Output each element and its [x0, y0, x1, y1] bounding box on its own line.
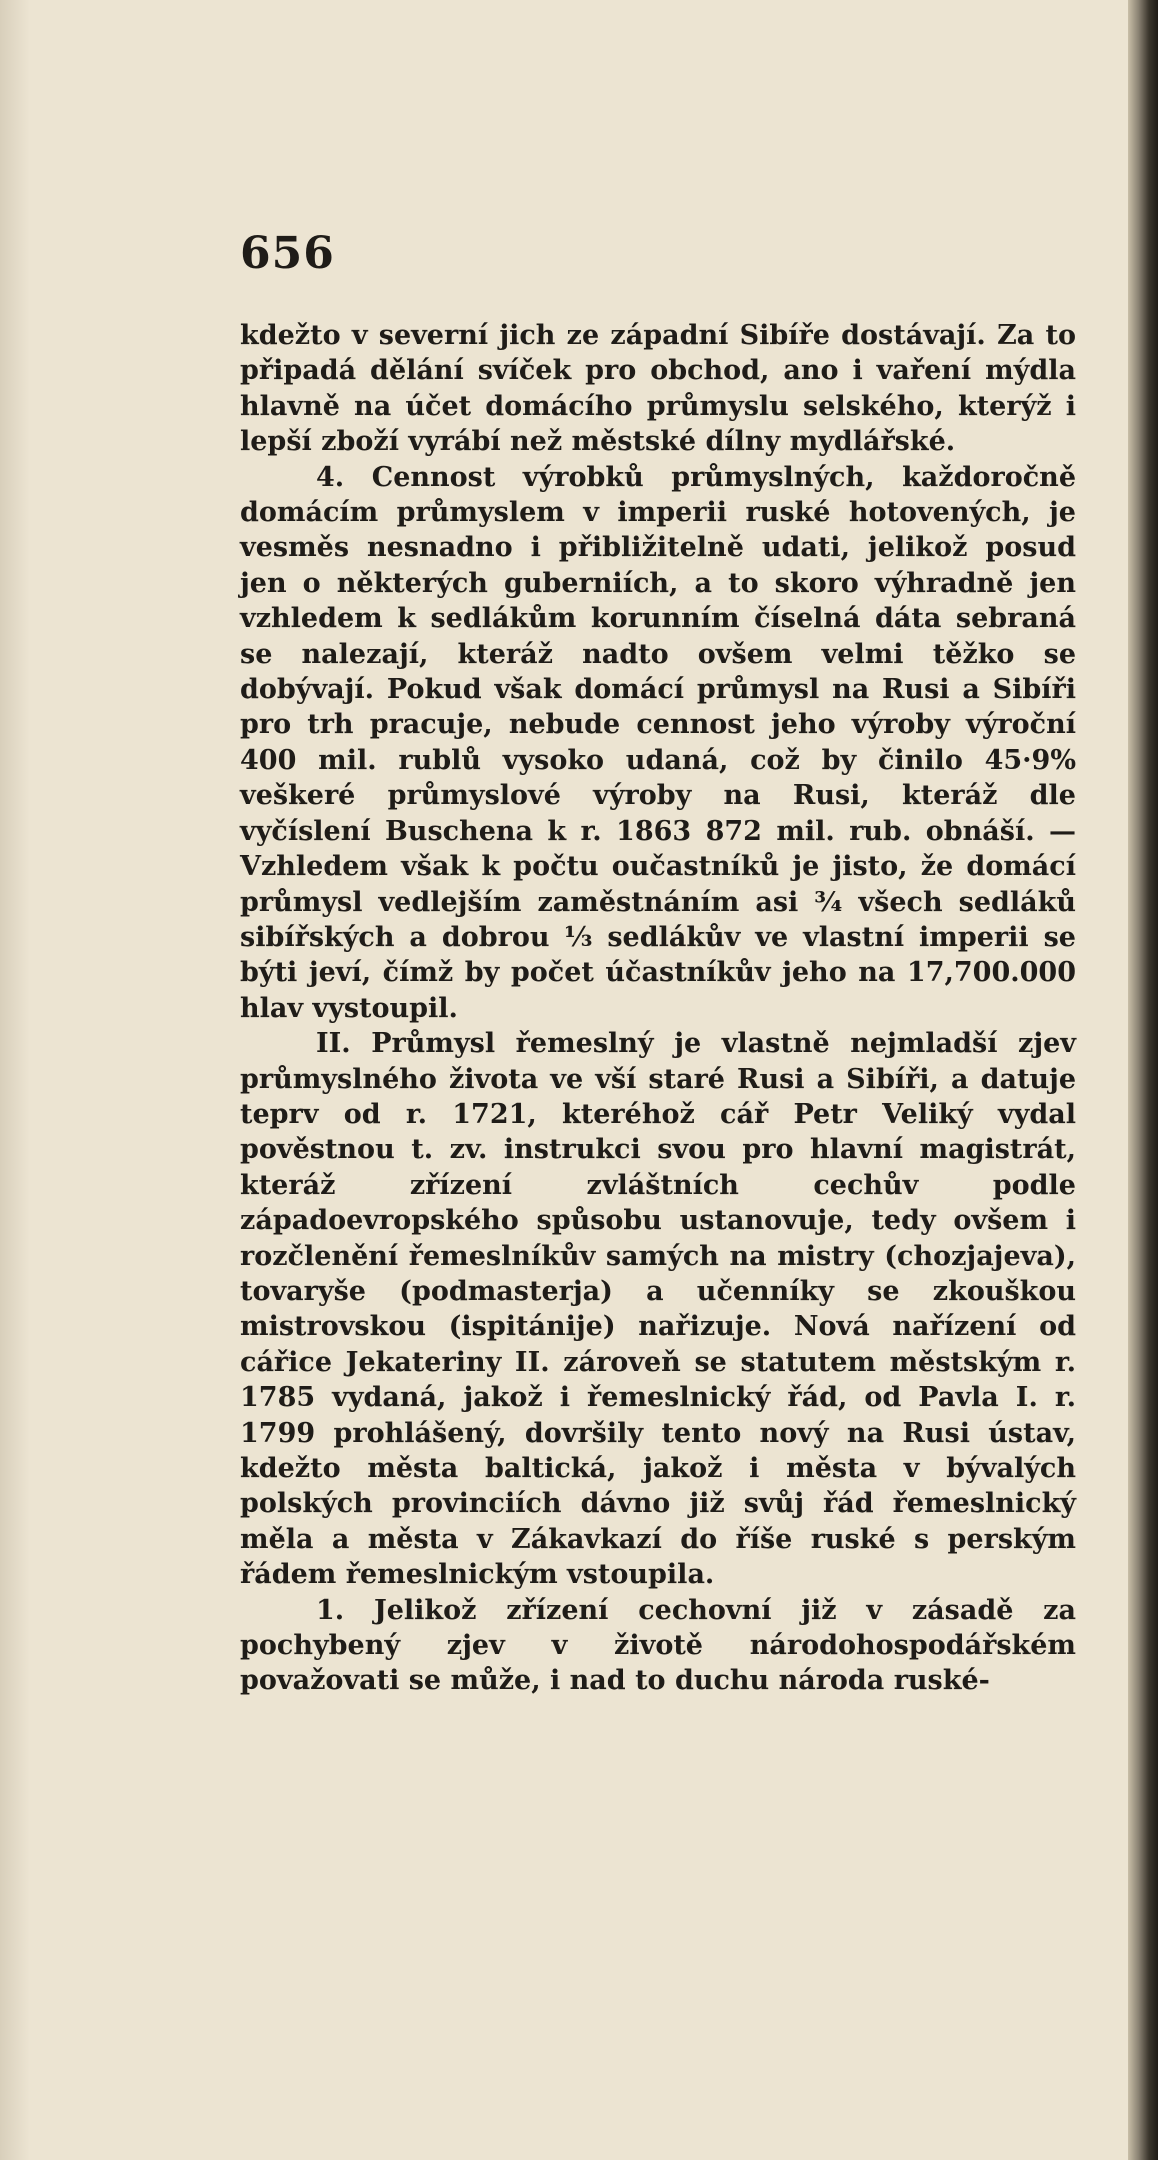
- paragraph-4: 1. Jelikož zřízení cechovní již v zásadě za pochybený zjev v životě národohospodářském považovati se může, i nad to duchu národa ruské-: [240, 1594, 1076, 1697]
- paragraph-2: 4. Cennost výrobků průmyslných, každoročně domácím průmyslem v imperii ruské hotovených, je vesměs nesnadno i přibližitelně udati, jelikož posud jen o některých guberniích, a to skoro výhradně jen vzhledem k sedlákům korunním číselná dáta sebraná se nalezají, kteráž nadto ovšem velmi těžko se dobývají. Pokud však domácí průmysl na Rusi a Sibíři pro trh pracuje, nebude cennost jeho výroby výroční 400 mil. rublů vysoko udaná, což by činilo 45·9% veškeré průmyslové výroby na Rusi, kteráž dle vyčíslení Buschena k r. 1863 872 mil. rub. obnáší. — Vzhledem však k počtu oučastníků je jisto, že domácí průmysl vedlejším zaměstnáním asi ¾ všech sedláků sibířských a dobrou ⅓ sedlákův ve vlastní imperii se býti jeví, čímž by počet účastníkův jeho na 17,700.000 hlav vystoupil.: [240, 461, 1076, 1024]
- page-gutter-shadow: [0, 0, 30, 2160]
- page-number: 656: [240, 228, 335, 279]
- paragraph-1: kdežto v severní jich ze západní Sibíře dostávají. Za to připadá dělání svíček pro obchod, ano i vaření mýdla hlavně na účet domácího průmyslu selského, kterýž i lepší zboží vyrábí než městské dílny mydlářské.: [240, 320, 1076, 458]
- book-binding-edge: [1128, 0, 1158, 2160]
- body-text: [240, 318, 1076, 1699]
- paragraph-3: II. Průmysl řemeslný je vlastně nejmladší zjev průmyslného života ve vší staré Rusi a Sibíři, a datuje teprv od r. 1721, kteréhož cář Petr Veliký vydal pověstnou t. zv. instrukci svou pro hlavní magistrát, kteráž zřízení zvláštních cechův podle západoevropského spůsobu ustanovuje, tedy ovšem i rozčlenění řemeslníkův samých na mistry (chozjajeva), tovaryše (podmasterja) a učenníky se zkouškou mistrovskou (ispitánije) nařizuje. Nová nařízení od cářice Jekateriny II. zároveň se statutem městským r. 1785 vydaná, jakož i řemeslnický řád, od Pavla I. r. 1799 prohlášený, dovršily tento nový na Rusi ústav, kdežto města baltická, jakož i města v bývalých polských provinciích dávno již svůj řád řemeslnický měla a města v Zákavkazí do říše ruské s perským řádem řemeslnickým vstoupila.: [240, 1028, 1076, 1591]
